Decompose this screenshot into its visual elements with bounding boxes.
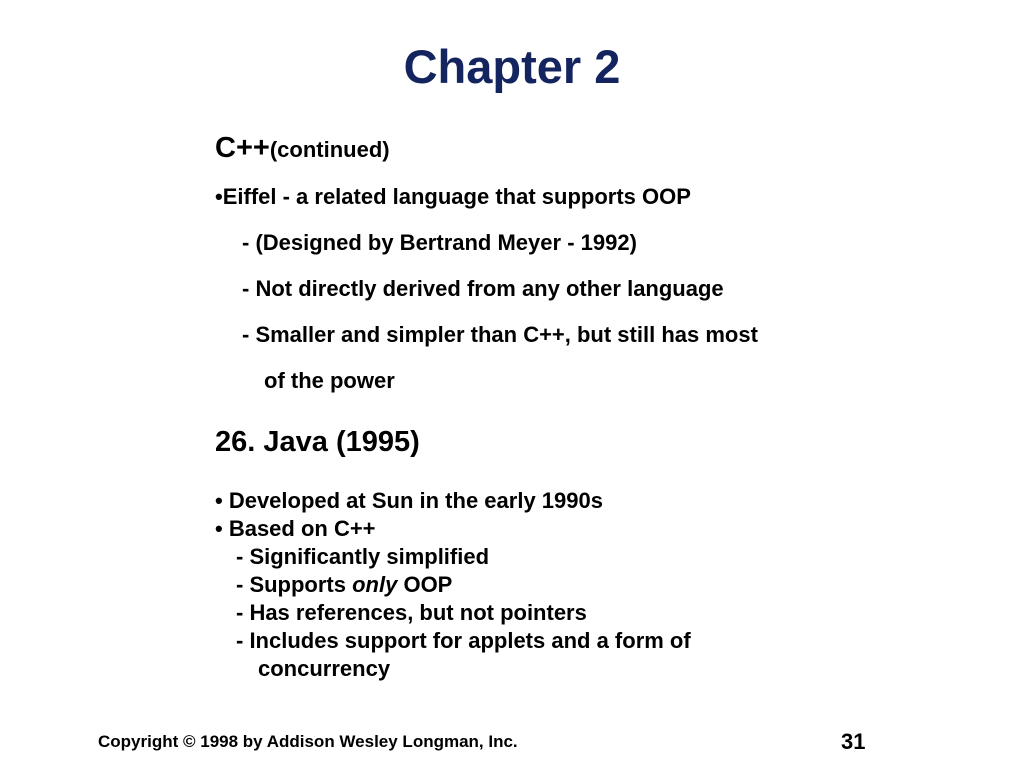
copyright-footer: Copyright © 1998 by Addison Wesley Longman, Inc.: [98, 732, 518, 751]
sub-item-not-derived: - Not directly derived from any other language: [242, 276, 724, 301]
supports-prefix: - Supports: [236, 572, 353, 597]
sub-item-designed: - (Designed by Bertrand Meyer - 1992): [242, 230, 637, 255]
slide-title: Chapter 2: [403, 40, 621, 93]
heading-cpp-main: C++: [215, 132, 270, 164]
heading-cpp-sub: (continued): [269, 137, 390, 162]
section-heading-cpp: [215, 131, 390, 165]
bullet-developed: • Developed at Sun in the early 1990s: [215, 488, 603, 513]
sub-item-concurrency: concurrency: [258, 656, 391, 681]
sub-item-applets: - Includes support for applets and a form of: [236, 628, 691, 653]
supports-emphasis: only: [352, 572, 398, 597]
page-number: 31: [841, 729, 866, 754]
sub-item-smaller: - Smaller and simpler than C++, but still has most: [242, 322, 758, 347]
sub-item-references: - Has references, but not pointers: [236, 600, 587, 625]
supports-suffix: OOP: [397, 572, 453, 597]
bullet-eiffel: •Eiffel - a related language that supports OOP: [215, 184, 691, 209]
sub-item-supports: [236, 571, 452, 599]
bullet-based-on: • Based on C++: [215, 516, 376, 541]
sub-item-simplified: - Significantly simplified: [236, 544, 490, 569]
sub-item-power: of the power: [264, 368, 395, 393]
section-heading-java: 26. Java (1995): [215, 426, 420, 458]
